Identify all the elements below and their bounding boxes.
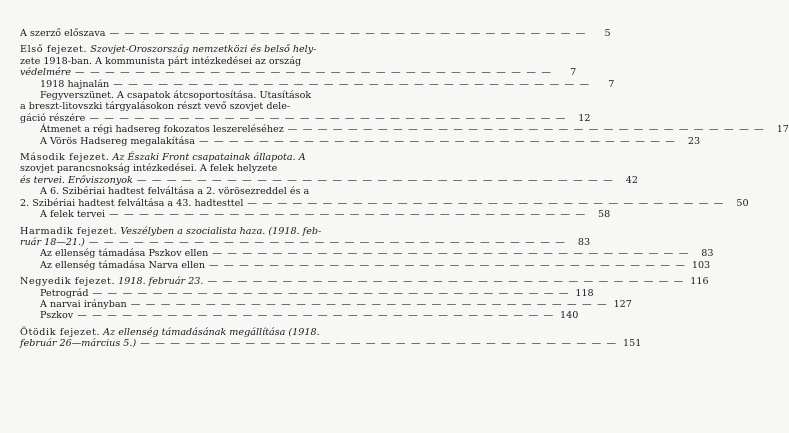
toc-entry	[20, 259, 711, 271]
page-number: 58	[598, 209, 611, 221]
toc-entry	[20, 310, 579, 322]
page-number: 5	[604, 28, 611, 39]
page-number: 103	[691, 259, 711, 271]
page-number: 7	[570, 67, 577, 79]
leader-dashes: — — — — — — — — — — — — — — — — — — — — — — — — — — — — — — — —	[75, 67, 553, 79]
page-number: 17	[776, 124, 789, 136]
chapter-heading-text	[20, 226, 321, 237]
toc-entry	[20, 298, 632, 310]
leader-dashes: — — — — — — — — — — — — — — — — — — — — — — — — — — — — — — — —	[287, 124, 765, 136]
toc-entry-title: A felek tervei	[40, 209, 106, 221]
leader-dashes: — — — — — — — — — — — — — — — — — — — — — — — — — — — — — — — —	[89, 112, 567, 124]
leader-dashes: — — — — — — — — — — — — — — — — — — — — — — — — — — — — — — — —	[77, 310, 555, 322]
toc-line-text: zete 1918-ban. A kommunista párt intézkedései az ország	[20, 55, 302, 67]
chapter-title: Veszélyben a szocialista haza. (1918. feb-	[120, 225, 322, 237]
leader-dashes: — — — — — — — — — — — — — — — — — — — — — — — — — — — — — — — —	[136, 174, 614, 186]
page-number: 83	[701, 248, 714, 260]
chapter-heading	[20, 226, 471, 237]
toc-entry	[20, 112, 591, 124]
toc-entry	[20, 248, 714, 260]
toc-entry	[20, 124, 789, 136]
leader-dashes: — — — — — — — — — — — — — — — — — — — — — — — — — — — — — — — —	[209, 259, 687, 271]
leader-dashes: — — — — — — — — — — — — — — — — — — — — — — — — — — — — — — — —	[109, 209, 587, 221]
toc-continuation-line	[20, 163, 471, 174]
leader-dashes: — — — — — — — — — — — — — — — — — — — — — — — — — — — — — — — —	[92, 287, 570, 299]
toc-entry-title: és tervei. Erőviszonyok	[20, 174, 133, 186]
leader-dashes: — — — — — — — — — — — — — — — — — — — — — — — — — — — — — — — —	[113, 78, 591, 90]
toc-entry-title: A Vörös Hadsereg megalakítása	[40, 135, 195, 147]
page-number: 83	[577, 236, 591, 248]
leader-dashes: — — — — — — — — — — — — — — — — — — — — — — — — — — — — — — — —	[88, 236, 567, 248]
chapter-title: Az ellenség támadásának megállítása (1918.	[103, 326, 320, 338]
toc-line-text: a breszt-litovszki tárgyalásokon részt vevő szovjet dele-	[20, 101, 291, 113]
page-number: 116	[690, 276, 709, 288]
toc-entry-title: Pszkov	[40, 310, 74, 322]
page-number: 23	[687, 135, 701, 147]
leader-dashes: — — — — — — — — — — — — — — — — — — — — — — — — — — — — — — — —	[109, 28, 587, 39]
chapter-heading	[20, 44, 471, 55]
toc-entry	[20, 67, 577, 79]
toc-entry	[20, 209, 611, 221]
toc-entry-title: védelmére	[20, 67, 72, 79]
toc-entry-title: Az ellenség támadása Pszkov ellen	[40, 248, 209, 260]
chapter-heading-text	[20, 276, 203, 287]
toc-entry-title: Az ellenség támadása Narva ellen	[40, 259, 206, 271]
toc-entry	[20, 236, 591, 248]
chapter-heading	[20, 276, 709, 288]
leader-dashes: — — — — — — — — — — — — — — — — — — — — — — — — — — — — — — — —	[130, 298, 608, 310]
toc-entry	[20, 135, 701, 147]
leader-dashes: — — — — — — — — — — — — — — — — — — — — — — — — — — — — — — — —	[247, 197, 725, 209]
toc-entry-title: A narvai irányban	[40, 298, 127, 310]
leader-dashes: — — — — — — — — — — — — — — — — — — — — — — — — — — — — — — — —	[212, 248, 690, 260]
chapter-label: Negyedik fejezet.	[20, 276, 116, 288]
page-number: 7	[608, 78, 615, 90]
page-number: 42	[625, 174, 638, 186]
chapter-title: Szovjet-Oroszország nemzetközi és belső hely-	[90, 44, 317, 56]
toc-continuation-line	[20, 101, 471, 112]
toc-line-text: Fegyverszünet. A csapatok átcsoportosítása. Utasítások	[40, 90, 312, 102]
toc-entry	[20, 197, 749, 209]
chapter-heading-text	[20, 327, 320, 338]
chapter-title: Az Északi Front csapatainak állapota. A	[112, 152, 306, 164]
page-number: 151	[623, 338, 642, 350]
toc-entry-title: 2. Szibériai hadtest felváltása a 43. hadtesttel	[20, 197, 244, 209]
toc-entry	[20, 174, 638, 186]
chapter-heading-text	[20, 44, 316, 55]
chapter-label: Ötödik fejezet.	[20, 326, 101, 338]
chapter-heading	[20, 152, 471, 163]
chapter-heading	[20, 327, 471, 338]
toc-entry-title: február 26—március 5.)	[20, 338, 137, 350]
toc-line-text: szovjet parancsnokság intézkedései. A felek helyzete	[20, 163, 278, 175]
leader-dashes: — — — — — — — — — — — — — — — — — — — — — — — — — — — — — — — —	[140, 338, 618, 350]
page-number: 12	[578, 112, 591, 124]
toc-entry-title: ruár 18—21.)	[20, 236, 85, 248]
chapter-label: Első fejezet.	[20, 44, 88, 56]
leader-dashes: — — — — — — — — — — — — — — — — — — — — — — — — — — — — — — — —	[207, 276, 685, 288]
chapter-heading-text	[20, 152, 306, 163]
toc-continuation-line	[20, 90, 471, 101]
page-number: 118	[575, 287, 594, 299]
toc-entry	[20, 28, 611, 39]
leader-dashes: — — — — — — — — — — — — — — — — — — — — — — — — — — — — — — — —	[198, 135, 677, 147]
chapter-label: Második fejezet.	[20, 152, 110, 164]
toc-entry	[20, 338, 642, 350]
toc-entry-title: Átmenet a régi hadsereg fokozatos leszereléséhez	[40, 124, 284, 136]
toc-continuation-line	[20, 186, 471, 197]
page-number: 127	[613, 298, 632, 310]
page-number: 50	[736, 197, 749, 209]
page-number: 140	[560, 310, 579, 322]
toc-continuation-line	[20, 56, 471, 67]
chapter-title: 1918. február 23.	[118, 276, 204, 288]
toc-entry-title: A szerző előszava	[20, 28, 106, 39]
toc-line-text: A 6. Szibériai hadtest felváltása a 2. vörösezreddel és a	[40, 186, 310, 198]
toc-entry-title: 1918 hajnalán	[40, 78, 110, 90]
toc-entry-title: gáció részére	[20, 112, 86, 124]
chapter-label: Harmadik fejezet.	[20, 225, 118, 237]
toc-entry	[20, 287, 594, 299]
toc-entry-title: Petrográd	[40, 287, 89, 299]
toc-entry	[20, 78, 615, 90]
